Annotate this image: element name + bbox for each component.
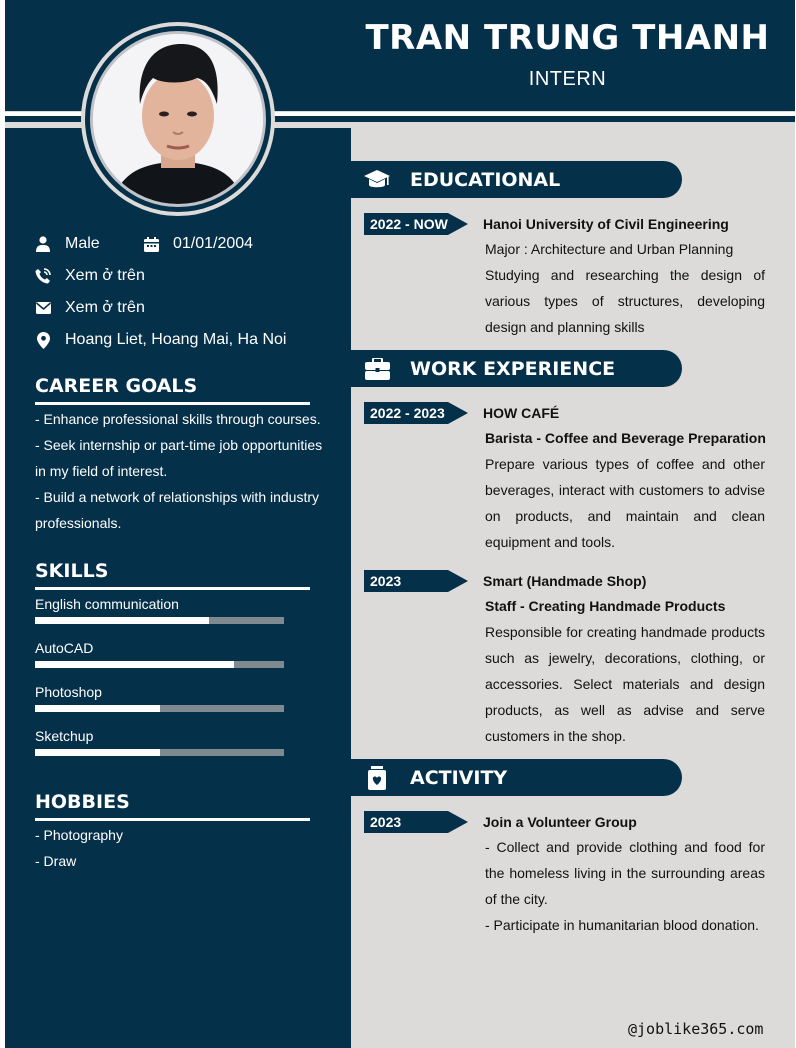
- address-value: Hoang Liet, Hoang Mai, Ha Noi: [65, 331, 287, 348]
- sidebar: [5, 128, 351, 1048]
- skills-rule: [35, 587, 310, 590]
- birthday-value: 01/01/2004: [173, 235, 254, 252]
- address-row: [35, 328, 286, 352]
- education-section-header: [351, 161, 682, 198]
- hobbies-title: HOBBIES: [35, 791, 130, 813]
- career-goals-title: CAREER GOALS: [35, 375, 198, 397]
- education-major: Major : Architecture and Urban Planning: [485, 241, 734, 257]
- career-goal-item: - Seek internship or part-time job opportunities in my field of interest.: [35, 437, 323, 479]
- hobbies-list: [35, 822, 335, 874]
- phone-value: Xem ở trên: [65, 267, 145, 284]
- skill-name: Photoshop: [35, 684, 102, 700]
- hobby-item: - Draw: [35, 853, 77, 869]
- user-icon: [35, 236, 51, 252]
- work-date: 2022 - 2023: [370, 405, 445, 421]
- activity-name: Join a Volunteer Group: [483, 814, 637, 830]
- phone-icon: [35, 268, 51, 284]
- education-date: 2022 - NOW: [370, 216, 448, 232]
- skill-name: Sketchup: [35, 728, 94, 744]
- career-goals-list: [35, 406, 335, 536]
- activity-description-item: - Participate in humanitarian blood donation.: [485, 917, 759, 933]
- skill-bar: [35, 661, 284, 668]
- map-pin-icon: [35, 332, 51, 348]
- education-school: Hanoi University of Civil Engineering: [483, 216, 729, 232]
- hobby-item: - Photography: [35, 827, 123, 843]
- work-description: Responsible for creating handmade products such as jewelry, decorations, clothing, or accessories. Select materials and design products, as well as advise and serve customers in the shop.: [485, 624, 765, 744]
- activity-section-header: [351, 759, 682, 796]
- hobbies-rule: [35, 818, 310, 821]
- career-goals-rule: [35, 402, 310, 405]
- skill-bar: [35, 617, 284, 624]
- candidate-name: TRAN TRUNG THANH: [365, 18, 770, 58]
- work-date-tag: [364, 570, 469, 592]
- education-description: Studying and researching the design of various types of structures, developing design and planning skills: [485, 267, 765, 335]
- skill-bar-fill: [35, 617, 209, 624]
- career-goal-item: - Build a network of relationships with industry professionals.: [35, 489, 320, 531]
- activity-description: [485, 834, 765, 938]
- heart-jar-icon: [364, 765, 390, 791]
- work-description: Prepare various types of coffee and other beverages, interact with customers to advise on products, and maintain and clean equipment and tools.: [485, 456, 765, 550]
- activity-description-item: - Collect and provide clothing and food for the homeless living in the surrounding areas of the city.: [485, 839, 765, 907]
- gender-value: Male: [65, 235, 100, 252]
- work-section-header: [351, 350, 682, 387]
- work-date-tag: [364, 402, 469, 424]
- skill-name: English communication: [35, 596, 179, 612]
- skill-bar-fill: [35, 705, 160, 712]
- education-date-tag: [364, 213, 469, 235]
- work-title: WORK EXPERIENCE: [410, 357, 616, 380]
- email-row: [35, 296, 145, 320]
- activity-date-tag: [364, 811, 469, 833]
- work-company: HOW CAFÉ: [483, 405, 560, 421]
- work-role: Barista - Coffee and Beverage Preparation: [485, 430, 766, 446]
- career-goal-item: - Enhance professional skills through courses.: [35, 411, 321, 427]
- education-title: EDUCATIONAL: [410, 168, 561, 191]
- work-date: 2023: [370, 573, 402, 589]
- avatar: [90, 31, 266, 207]
- skill-bar-fill: [35, 749, 160, 756]
- birthday-row: [143, 232, 253, 256]
- candidate-title: INTERN: [528, 68, 607, 90]
- skills-title: SKILLS: [35, 560, 109, 582]
- footer-watermark: @joblike365.com: [628, 1020, 764, 1038]
- skill-bar: [35, 705, 284, 712]
- activity-title: ACTIVITY: [410, 766, 508, 789]
- calendar-icon: [143, 236, 159, 252]
- work-company: Smart (Handmade Shop): [483, 573, 647, 589]
- skill-bar-fill: [35, 661, 234, 668]
- briefcase-icon: [364, 356, 390, 382]
- activity-date: 2023: [370, 814, 402, 830]
- envelope-icon: [35, 300, 51, 316]
- phone-row: [35, 264, 145, 288]
- skill-name: AutoCAD: [35, 640, 94, 656]
- skill-bar: [35, 749, 284, 756]
- graduation-cap-icon: [364, 167, 390, 193]
- work-role: Staff - Creating Handmade Products: [485, 598, 726, 614]
- gender-row: [35, 232, 100, 256]
- resume-page: [5, 0, 795, 1048]
- portrait-photo: [93, 34, 263, 204]
- email-value: Xem ở trên: [65, 299, 145, 316]
